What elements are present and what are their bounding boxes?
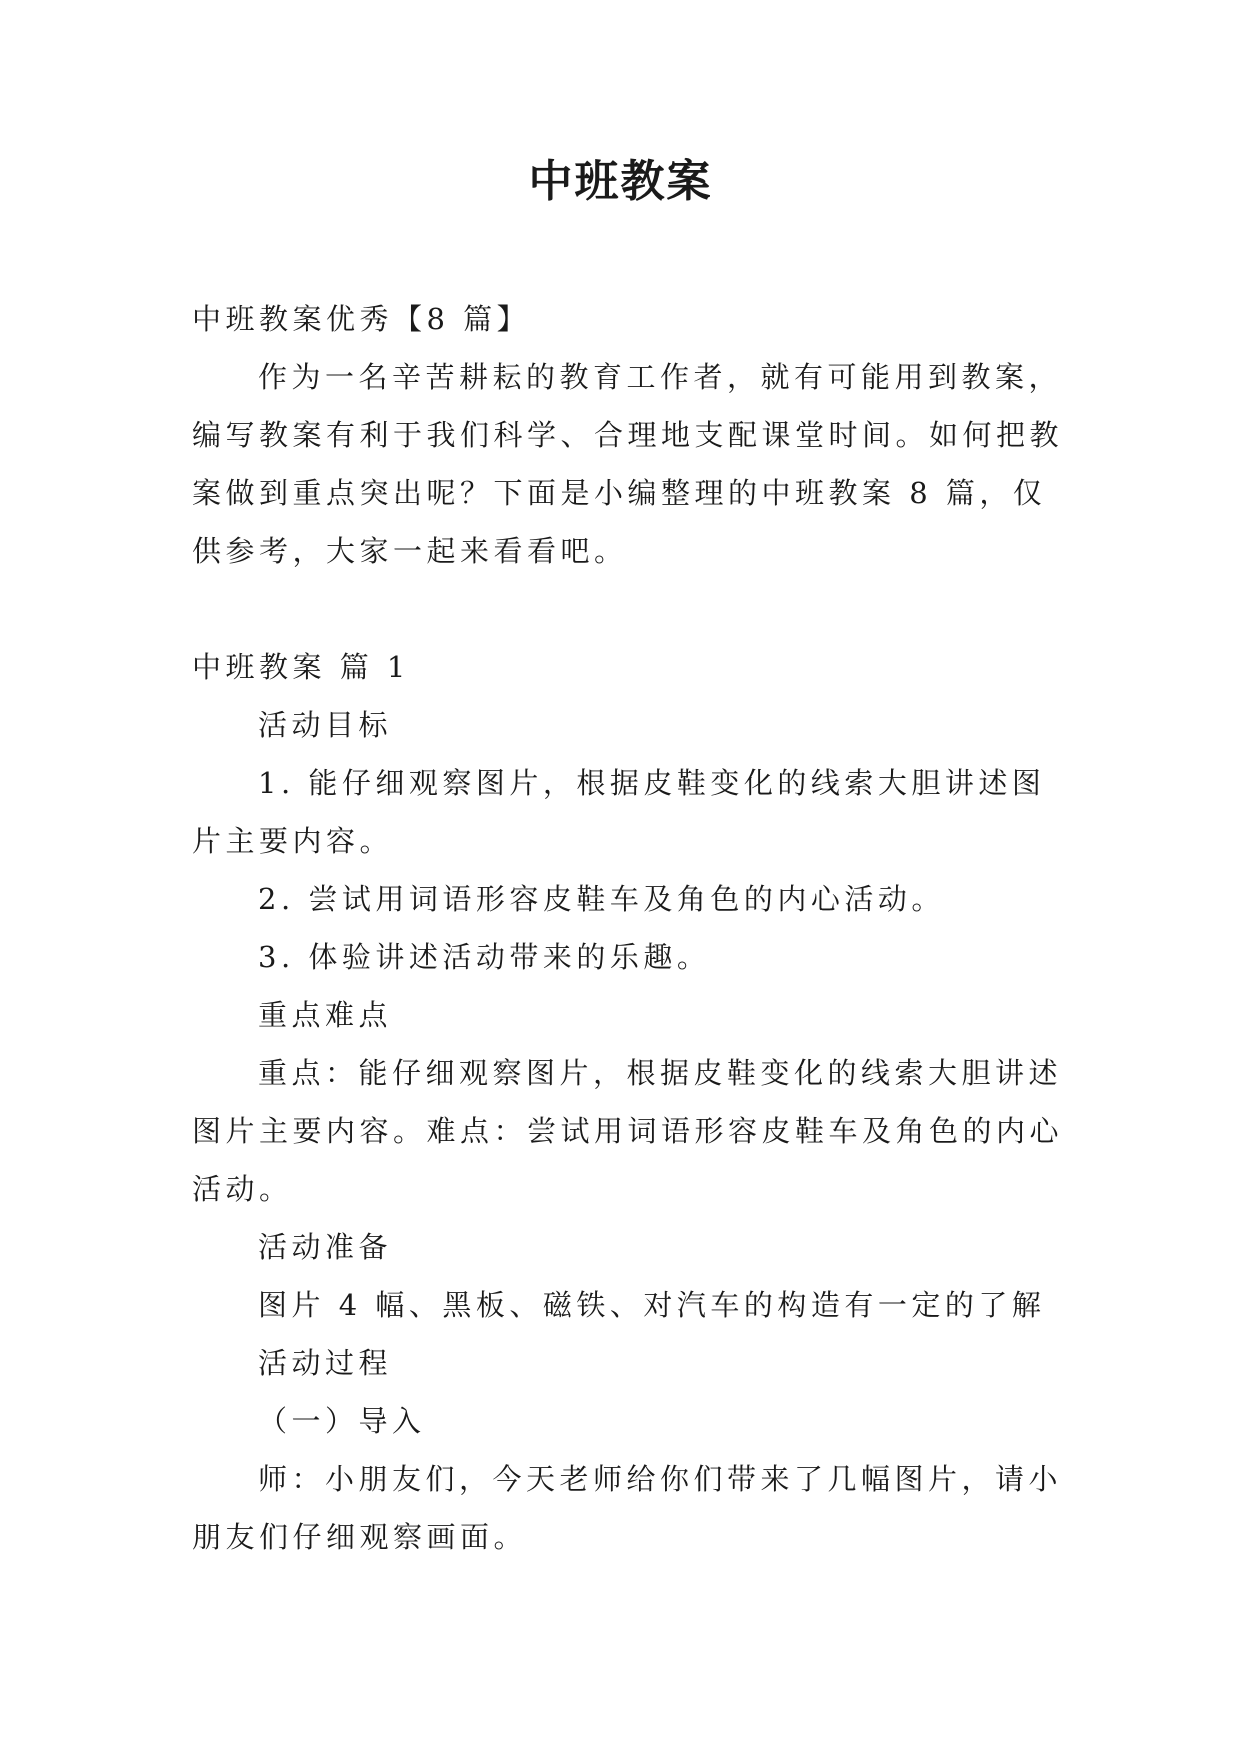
document-subtitle: 中班教案优秀【8 篇】 bbox=[192, 302, 531, 336]
goal-item-1: 1. 能仔细观察图片，根据皮鞋变化的线索大胆讲述图片主要内容。 bbox=[192, 766, 1046, 858]
paragraph-gap bbox=[192, 580, 1072, 638]
preparation-text: 图片 4 幅、黑板、磁铁、对汽车的构造有一定的了解 bbox=[258, 1288, 1046, 1322]
goals-label: 活动目标 bbox=[258, 708, 393, 742]
key-points-label: 重点难点 bbox=[258, 998, 393, 1032]
key-points-text: 重点：能仔细观察图片，根据皮鞋变化的线索大胆讲述图片主要内容。难点：尝试用词语形容皮鞋车及角色的内心活动。 bbox=[192, 1056, 1064, 1206]
step-1-text: 师：小朋友们，今天老师给你们带来了几幅图片，请小朋友们仔细观察画面。 bbox=[192, 1462, 1063, 1554]
intro-paragraph: 作为一名辛苦耕耘的教育工作者，就有可能用到教案，编写教案有利于我们科学、合理地支配课堂时间。如何把教案做到重点突出呢？下面是小编整理的中班教案 8 篇，仅供参考，大家一起来看看吧。 bbox=[192, 360, 1064, 568]
preparation-label: 活动准备 bbox=[258, 1230, 393, 1264]
document-body bbox=[192, 290, 1072, 1566]
process-label: 活动过程 bbox=[258, 1346, 393, 1380]
step-1-label: （一）导入 bbox=[258, 1404, 426, 1438]
goal-item-2: 2. 尝试用词语形容皮鞋车及角色的内心活动。 bbox=[258, 882, 945, 916]
document-title: 中班教案 bbox=[528, 156, 713, 207]
section-heading: 中班教案 篇 1 bbox=[192, 650, 410, 684]
goal-item-3: 3. 体验讲述活动带来的乐趣。 bbox=[258, 940, 711, 974]
